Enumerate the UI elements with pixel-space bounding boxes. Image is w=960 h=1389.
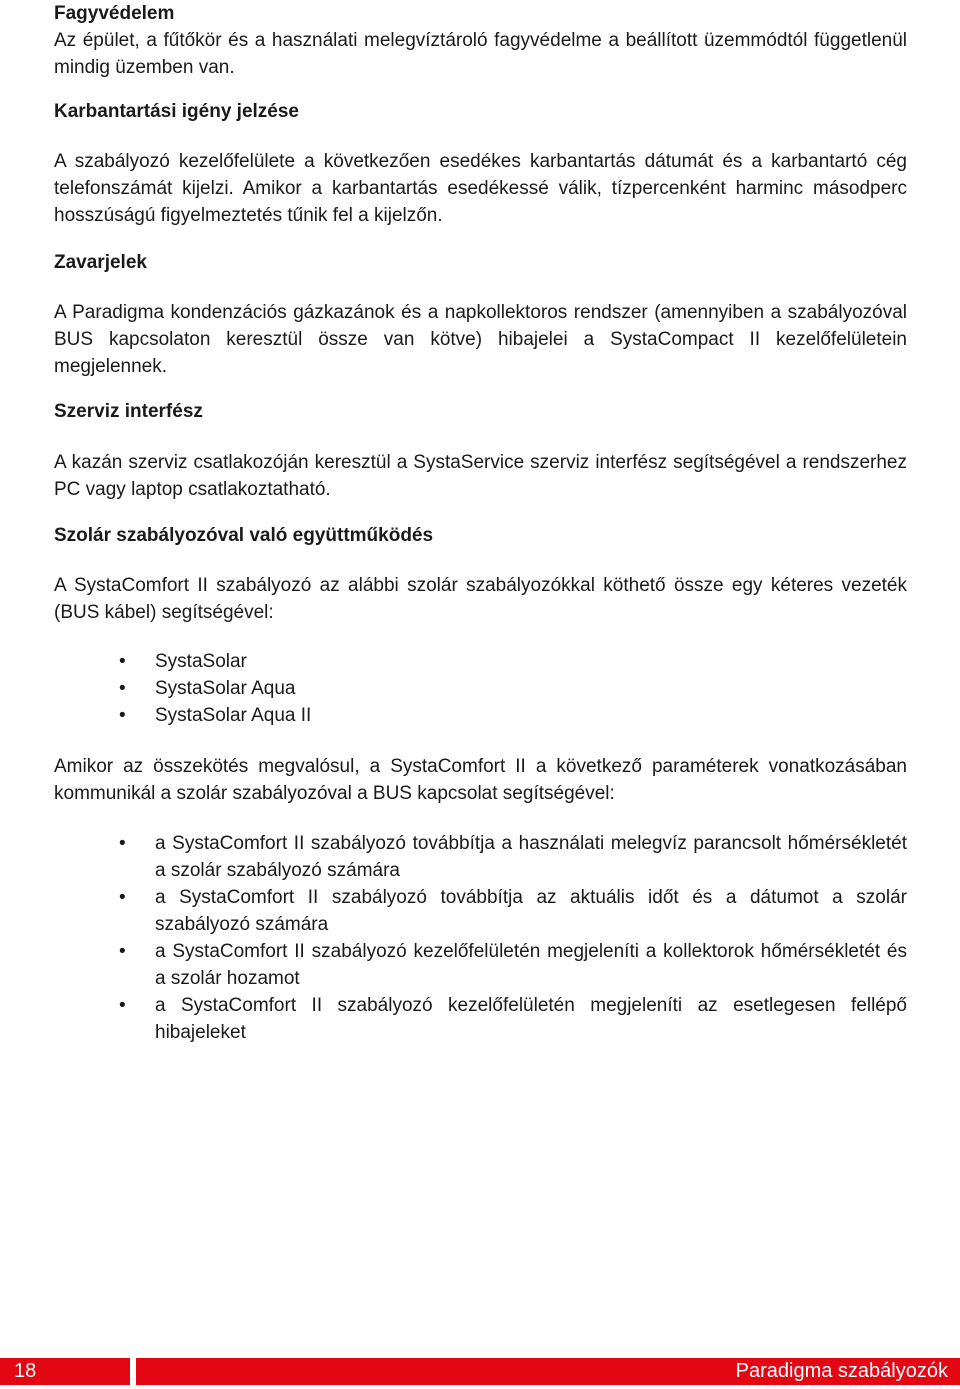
paragraph-szolar-connection: Amikor az összekötés megvalósul, a SystaComfort II a következő paraméterek vonatkozásában kommunikál a szolár szabályozóval a BUS kapcsolat segítségével: — [54, 756, 907, 804]
list-item — [54, 702, 907, 729]
section-fagyvedelem — [54, 0, 907, 81]
bullet: • — [119, 887, 126, 908]
section-szolar-connection — [54, 753, 907, 807]
list-item — [54, 992, 907, 1046]
controller-name: SystaSolar Aqua — [155, 678, 296, 699]
section-karbantartas-body — [54, 148, 907, 229]
bullet: • — [119, 678, 126, 699]
page-number: 18 — [0, 1358, 130, 1385]
controller-name: SystaSolar — [155, 651, 247, 672]
bullet: • — [119, 995, 126, 1016]
paragraph-karbantartas: A szabályozó kezelőfelülete a következően esedékes karbantartás dátumát és a karbantartó cég telefonszámát kijelzi. Amikor a karbantartás esedékessé válik, tízpercenként harminc másodperc hosszúságú figyelmeztetés tűnik fel a kijelzőn. — [54, 151, 907, 226]
parameter-text: a SystaComfort II szabályozó kezelőfelületén megjeleníti az esetlegesen fellépő hibajeleket — [155, 995, 907, 1043]
heading-zavarjelek: Zavarjelek — [54, 252, 147, 273]
bullet: • — [119, 833, 126, 854]
paragraph-zavarjelek: A Paradigma kondenzációs gázkazánok és a napkollektoros rendszer (amennyiben a szabályozóval BUS kapcsolaton keresztül össze van kötve) hibajelei a SystaCompact II kezelőfelületein megjelennek. — [54, 302, 907, 377]
chapter-title: Paradigma szabályozók — [136, 1358, 960, 1385]
paragraph-fagyvedelem: Az épület, a fűtőkör és a használati melegvíztároló fagyvédelme a beállított üzemmódtól függetlenül mindig üzemben van. — [54, 30, 907, 78]
section-szerviz — [54, 398, 907, 425]
bullet: • — [119, 705, 126, 726]
bullet: • — [119, 651, 126, 672]
heading-szerviz: Szerviz interfész — [54, 401, 203, 422]
section-szolar-intro — [54, 572, 907, 626]
page-footer — [0, 1358, 960, 1385]
bullet: • — [119, 941, 126, 962]
list-item — [54, 675, 907, 702]
list-item — [54, 884, 907, 938]
section-zavarjelek — [54, 249, 907, 276]
section-szolar — [54, 522, 907, 549]
paragraph-szolar-intro: A SystaComfort II szabályozó az alábbi szolár szabályozókkal köthető össze egy kéteres vezeték (BUS kábel) segítségével: — [54, 575, 907, 623]
heading-fagyvedelem: Fagyvédelem — [54, 3, 175, 24]
parameter-text: a SystaComfort II szabályozó továbbítja az aktuális időt és a dátumot a szolár szabályozó számára — [155, 887, 907, 935]
list-item — [54, 938, 907, 992]
heading-szolar: Szolár szabályozóval való együttműködés — [54, 525, 434, 546]
section-zavarjelek-body — [54, 299, 907, 380]
parameter-list — [54, 830, 907, 1046]
controller-name: SystaSolar Aqua II — [155, 705, 312, 726]
section-karbantartas — [54, 98, 907, 125]
parameter-text: a SystaComfort II szabályozó kezelőfelületén megjeleníti a kollektorok hőmérsékletét és a szolár hozamot — [155, 941, 907, 989]
paragraph-szerviz: A kazán szerviz csatlakozóján keresztül a SystaService szerviz interfész segítségével a rendszerhez PC vagy laptop csatlakoztatható. — [54, 452, 907, 500]
list-item — [54, 648, 907, 675]
parameter-text: a SystaComfort II szabályozó továbbítja a használati melegvíz parancsolt hőmérsékletét a szolár szabályozó számára — [155, 833, 907, 881]
heading-karbantartas: Karbantartási igény jelzése — [54, 101, 299, 122]
controller-list — [54, 648, 907, 729]
list-item — [54, 830, 907, 884]
section-szerviz-body — [54, 449, 907, 503]
